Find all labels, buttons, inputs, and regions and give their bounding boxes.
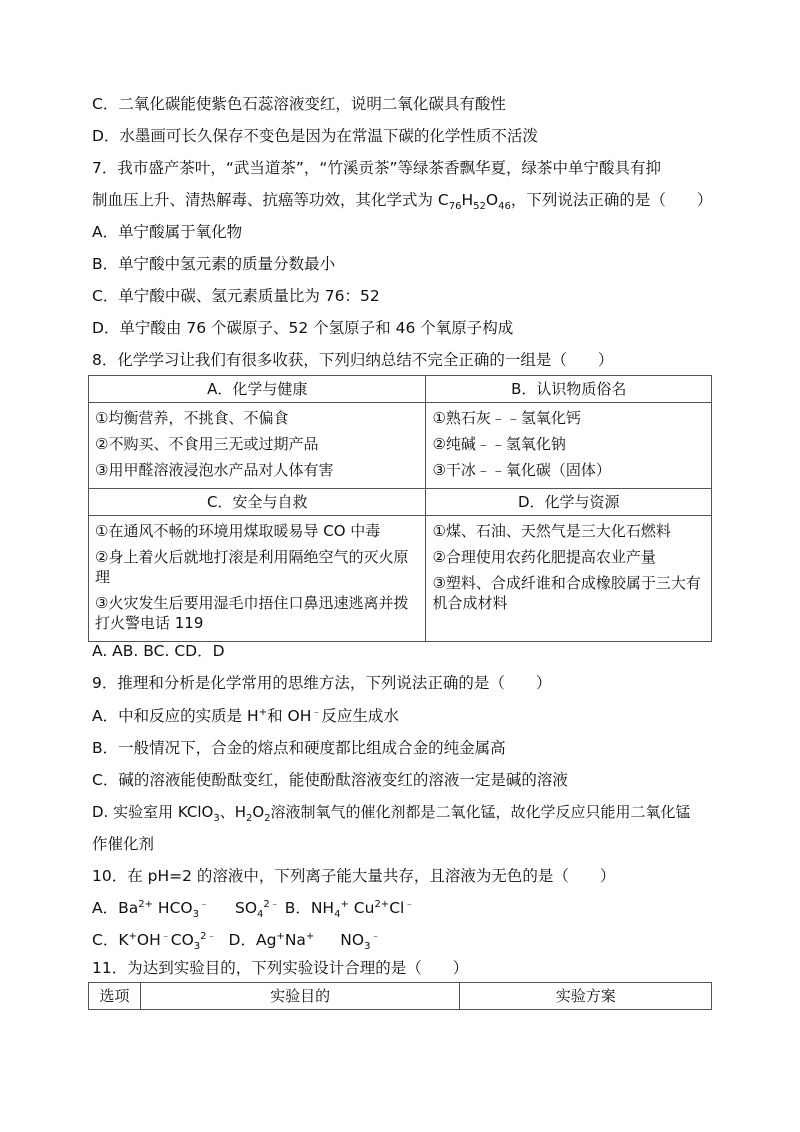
cell-a-items: ①均衡营养，不挑食、不偏食 ②不购买、不食用三无或过期产品 ③用甲醛溶液浸泡水产品对人体有害 [89,403,426,489]
q10-options-ab: A．$Ba^{2+}$ $HCO_3^﹣$ $SO_4^{2﹣}$ B．$NH_4^+$ $Cu^{2+}Cl^﹣$ [92,898,415,921]
table-row [89,983,712,1010]
q9-option-c: C．碱的溶液能使酚酞变红，能使酚酞溶液变红的溶液一定是碱的溶液 [92,771,568,789]
cell-b-items: ①熟石灰﹣﹣氢氧化钙 ②纯碱﹣﹣氢氧化钠 ③干冰﹣﹣氧化碳（固体） [426,403,712,489]
q9-option-a: A．中和反应的实质是 H+和 OH﹣反应生成水 [92,706,399,725]
q7-option-d: D．单宁酸由 76 个碳原子、52 个氢原子和 46 个氧原子构成 [92,319,514,337]
q9-option-d-line1: D. 实验室用 KClO$_3$、$H_2O_2$溶液制氧气的催化剂都是二氧化锰，故化学反应只能用二氧化锰 [92,803,691,824]
q11-stem: 11．为达到实验目的，下列实验设计合理的是（ ） [92,959,469,977]
q8-answers: A. AB. BC. CD．D [92,642,225,660]
q6-option-c: C．二氧化碳能使紫色石蕊溶液变红，说明二氧化碳具有酸性 [92,95,506,113]
col-plan: 实验方案 [460,983,712,1010]
table-row [89,376,712,403]
cell-c-items: ①在通风不畅的环境用煤取暖易导 CO 中毒 ②身上着火后就地打滚是利用隔绝空气的灭火原理 ③火灾发生后要用湿毛巾捂住口鼻迅速逃离并拨打火警电话 119 [89,516,426,642]
q7-option-b: B．单宁酸中氢元素的质量分数最小 [92,255,336,273]
table-row [89,489,712,516]
cell-c-head: C．安全与自救 [89,489,426,516]
q7-option-c: C．单宁酸中碳、氢元素质量比为 76：52 [92,287,380,305]
q9-option-d-line2: 作催化剂 [92,835,155,853]
q10-stem: 10．在 pH=2 的溶液中，下列离子能大量共存，且溶液为无色的是（ ） [92,867,616,885]
q7-stem-line2: 制血压上升、清热解毒、抗癌等功效，其化学式为 $C_{76}H_{52}O_{46}$，下列说法正确的是（ ） [92,191,713,213]
q7-stem-line1: 7．我市盛产茶叶，“武当道茶”，“竹溪贡茶”等绿茶香飘华夏，绿茶中单宁酸具有抑 [92,159,661,177]
q8-table [88,375,712,642]
col-purpose: 实验目的 [140,983,459,1010]
cell-d-head: D．化学与资源 [426,489,712,516]
table-row [89,403,712,489]
col-option: 选项 [89,983,141,1010]
table-row [89,516,712,642]
cell-b-head: B．认识物质俗名 [426,376,712,403]
q8-stem: 8．化学学习让我们有很多收获，下列归纳总结不完全正确的一组是（ ） [92,351,614,369]
q7-option-a: A．单宁酸属于氧化物 [92,223,243,241]
q6-option-d: D．水墨画可长久保存不变色是因为在常温下碳的化学性质不活泼 [92,127,538,145]
cell-d-items: ①煤、石油、天然气是三大化石燃料 ②合理使用农药化肥提高农业产量 ③塑料、合成纤谁和合成橡胶属于三大有机合成材料 [426,516,712,642]
q11-table [88,982,712,1010]
q9-stem: 9．推理和分析是化学常用的思维方法，下列说法正确的是（ ） [92,674,552,692]
q9-option-b: B．一般情况下，合金的熔点和硬度都比组成合金的纯金属高 [92,739,506,757]
cell-a-head: A．化学与健康 [89,376,426,403]
q10-options-cd: C．$K^+OH^﹣CO_3^{2﹣}$ D．Ag+Na+ $NO_3^﹣$ [92,930,381,953]
